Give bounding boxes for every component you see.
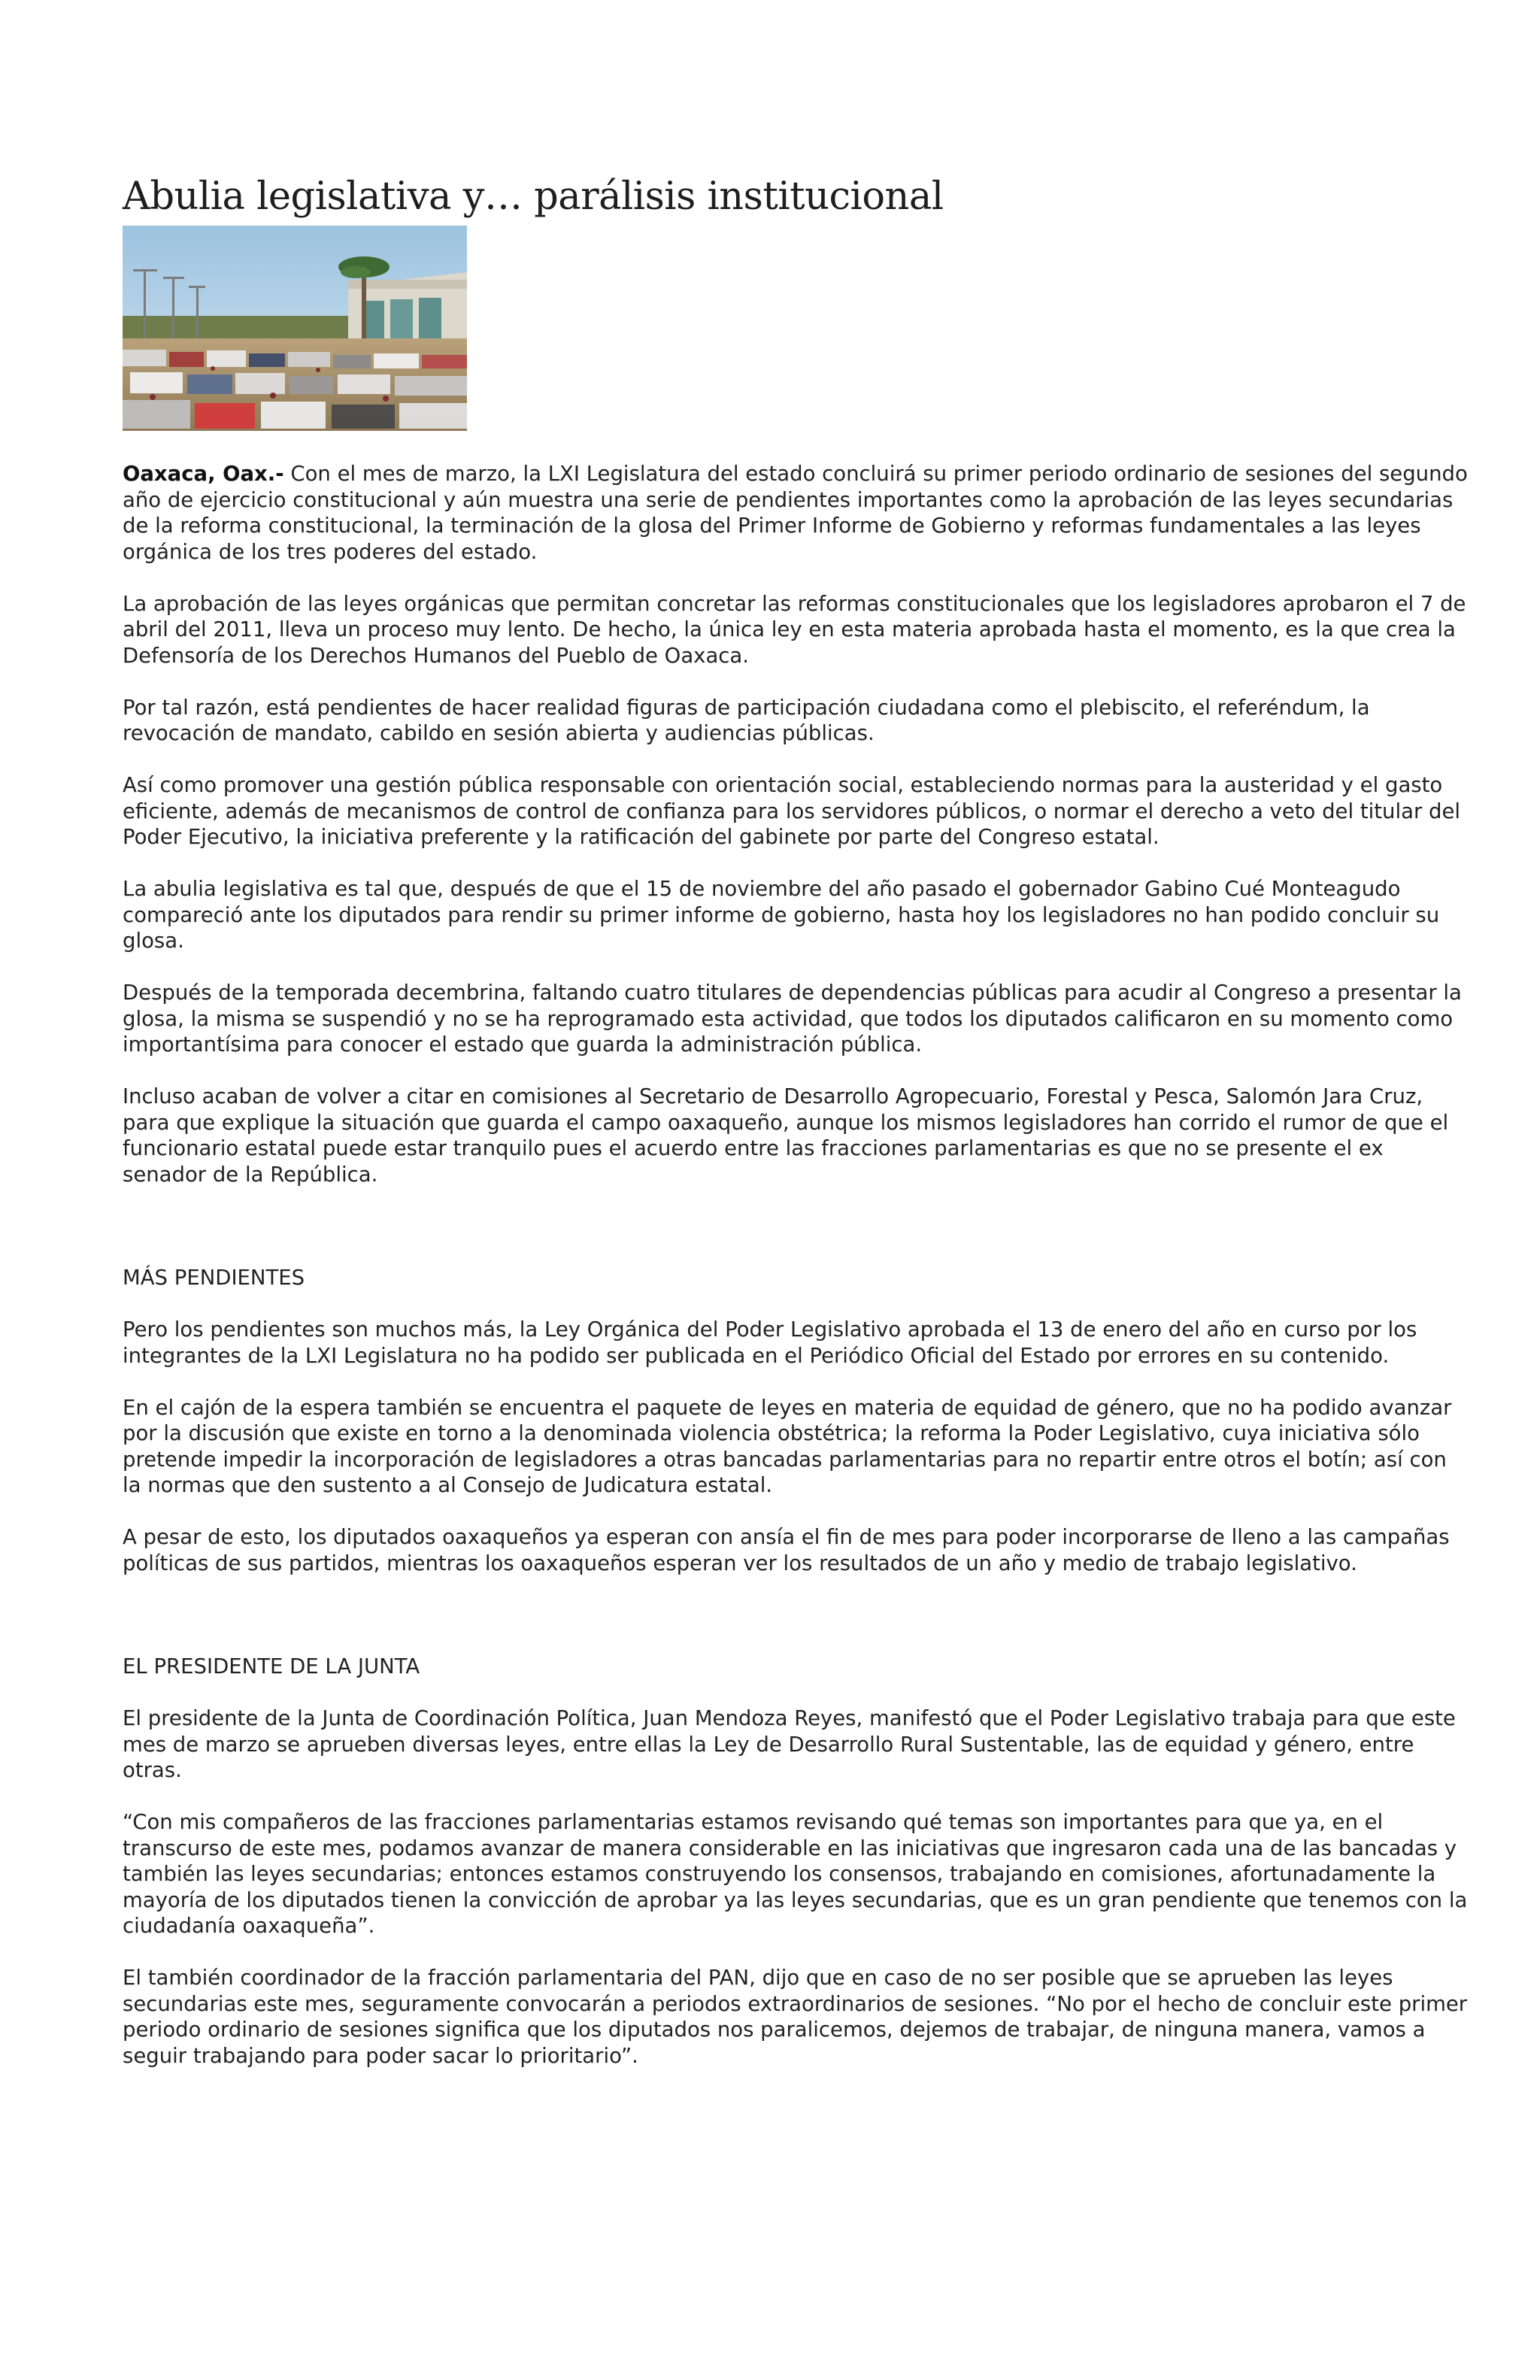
lead-text: Con el mes de marzo, la LXI Legislatura del estado concluirá su primer periodo ordinario de sesiones del segundo año de ejercicio constitucional y aún muestra una serie de pendientes importantes como la aprobación de las leyes secundarias de la reforma constitucional, la terminación de la glosa del Primer Informe de Gobierno y reformas fundamentales a las leyes orgánica de los tres poderes del estado.	[123, 462, 1468, 564]
paragraph: El también coordinador de la fracción parlamentaria del PAN, dijo que en caso de no ser posible que se aprueben las leyes secundarias este mes, seguramente convocarán a periodos extraordinarios de sesiones. “No por el hecho de concluir este primer periodo ordinario de sesiones significa que los diputados nos paralicemos, dejemos de trabajar, de ninguna manera, vamos a seguir trabajando para poder sacar lo prioritario”.	[123, 1966, 1468, 2068]
paragraph: Así como promover una gestión pública responsable con orientación social, estableciendo normas para la austeridad y el gasto eficiente, además de mecanismos de control de confianza para los servidores públicos, o normar el derecho a veto del titular del Poder Ejecutivo, la iniciativa preferente y la ratificación del gabinete por parte del Congreso estatal.	[123, 773, 1461, 849]
paragraph: “Con mis compañeros de las fracciones parlamentarias estamos revisando qué temas son importantes para que ya, en el transcurso de este mes, podamos avanzar de manera considerable en las iniciativas que ingresaron cada una de las bancadas y también las leyes secundarias; entonces estamos construyendo los consensos, trabajando en comisiones, afortunadamente la mayoría de los diputados tienen la convicción de aprobar ya las leyes secundarias, que es un gran pendiente que tenemos con la ciudadanía oaxaqueña”.	[123, 1810, 1468, 1938]
lead-paragraph	[123, 461, 1469, 565]
article-photo	[123, 226, 467, 431]
section-heading: EL PRESIDENTE DE LA JUNTA	[123, 1654, 420, 1678]
dateline: Oaxaca, Oax.-	[123, 462, 284, 486]
paragraph: Después de la temporada decembrina, faltando cuatro titulares de dependencias públicas para acudir al Congreso a presentar la glosa, la misma se suspendió y no se ha reprogramado esta actividad, que todos los diputados calificaron en su momento como importantísima para conocer el estado que guarda la administración pública.	[123, 981, 1462, 1057]
paragraph: Pero los pendientes son muchos más, la Ley Orgánica del Poder Legislativo aprobada el 13 de enero del año en curso por los integrantes de la LXI Legislatura no ha podido ser publicada en el Periódico Oficial del Estado por errores en su contenido.	[123, 1317, 1417, 1368]
article-title: Abulia legislativa y… parálisis institucional	[123, 174, 944, 219]
paragraph: Por tal razón, está pendientes de hacer realidad figuras de participación ciudadana como el plebiscito, el referéndum, la revocación de mandato, cabildo en sesión abierta y audiencias públicas.	[123, 695, 1370, 745]
section-heading: MÁS PENDIENTES	[123, 1266, 305, 1290]
article-body	[123, 461, 1469, 2069]
paragraph: El presidente de la Junta de Coordinación Política, Juan Mendoza Reyes, manifestó que el Poder Legislativo trabaja para que este mes de marzo se aprueben diversas leyes, entre ellas la Ley de Desarrollo Rural Sustentable, las de equidad y género, entre otras.	[123, 1706, 1456, 1782]
paragraph: La abulia legislativa es tal que, después de que el 15 de noviembre del año pasado el gobernador Gabino Cué Monteagudo compareció ante los diputados para rendir su primer informe de gobierno, hasta hoy los legisladores no han podido concluir su glosa.	[123, 877, 1440, 953]
article-page	[123, 173, 1469, 2095]
paragraph: La aprobación de las leyes orgánicas que permitan concretar las reformas constitucionales que los legisladores aprobaron el 7 de abril del 2011, lleva un proceso muy lento. De hecho, la única ley en esta materia aprobada hasta el momento, es la que crea la Defensoría de los Derechos Humanos del Pueblo de Oaxaca.	[123, 591, 1466, 668]
paragraph: Incluso acaban de volver a citar en comisiones al Secretario de Desarrollo Agropecuario, Forestal y Pesca, Salomón Jara Cruz, para que explique la situación que guarda el campo oaxaqueño, aunque los mismos legisladores han corrido el rumor de que el funcionario estatal puede estar tranquilo pues el acuerdo entre las fracciones parlamentarias es que no se presente el ex senador de la República.	[123, 1084, 1449, 1187]
paragraph: A pesar de esto, los diputados oaxaqueños ya esperan con ansía el fin de mes para poder incorporarse de lleno a las campañas políticas de sus partidos, mientras los oaxaqueños esperan ver los resultados de un año y medio de trabajo legislativo.	[123, 1525, 1450, 1575]
paragraph: En el cajón de la espera también se encuentra el paquete de leyes en materia de equidad de género, que no ha podido avanzar por la discusión que existe en torno a la denominada violencia obstétrica; la reforma la Poder Legislativo, cuya iniciativa sólo pretende impedir la incorporación de legisladores a otras bancadas parlamentarias para no repartir entre otros el botín; así con la normas que den sustento a al Consejo de Judicatura estatal.	[123, 1395, 1452, 1497]
